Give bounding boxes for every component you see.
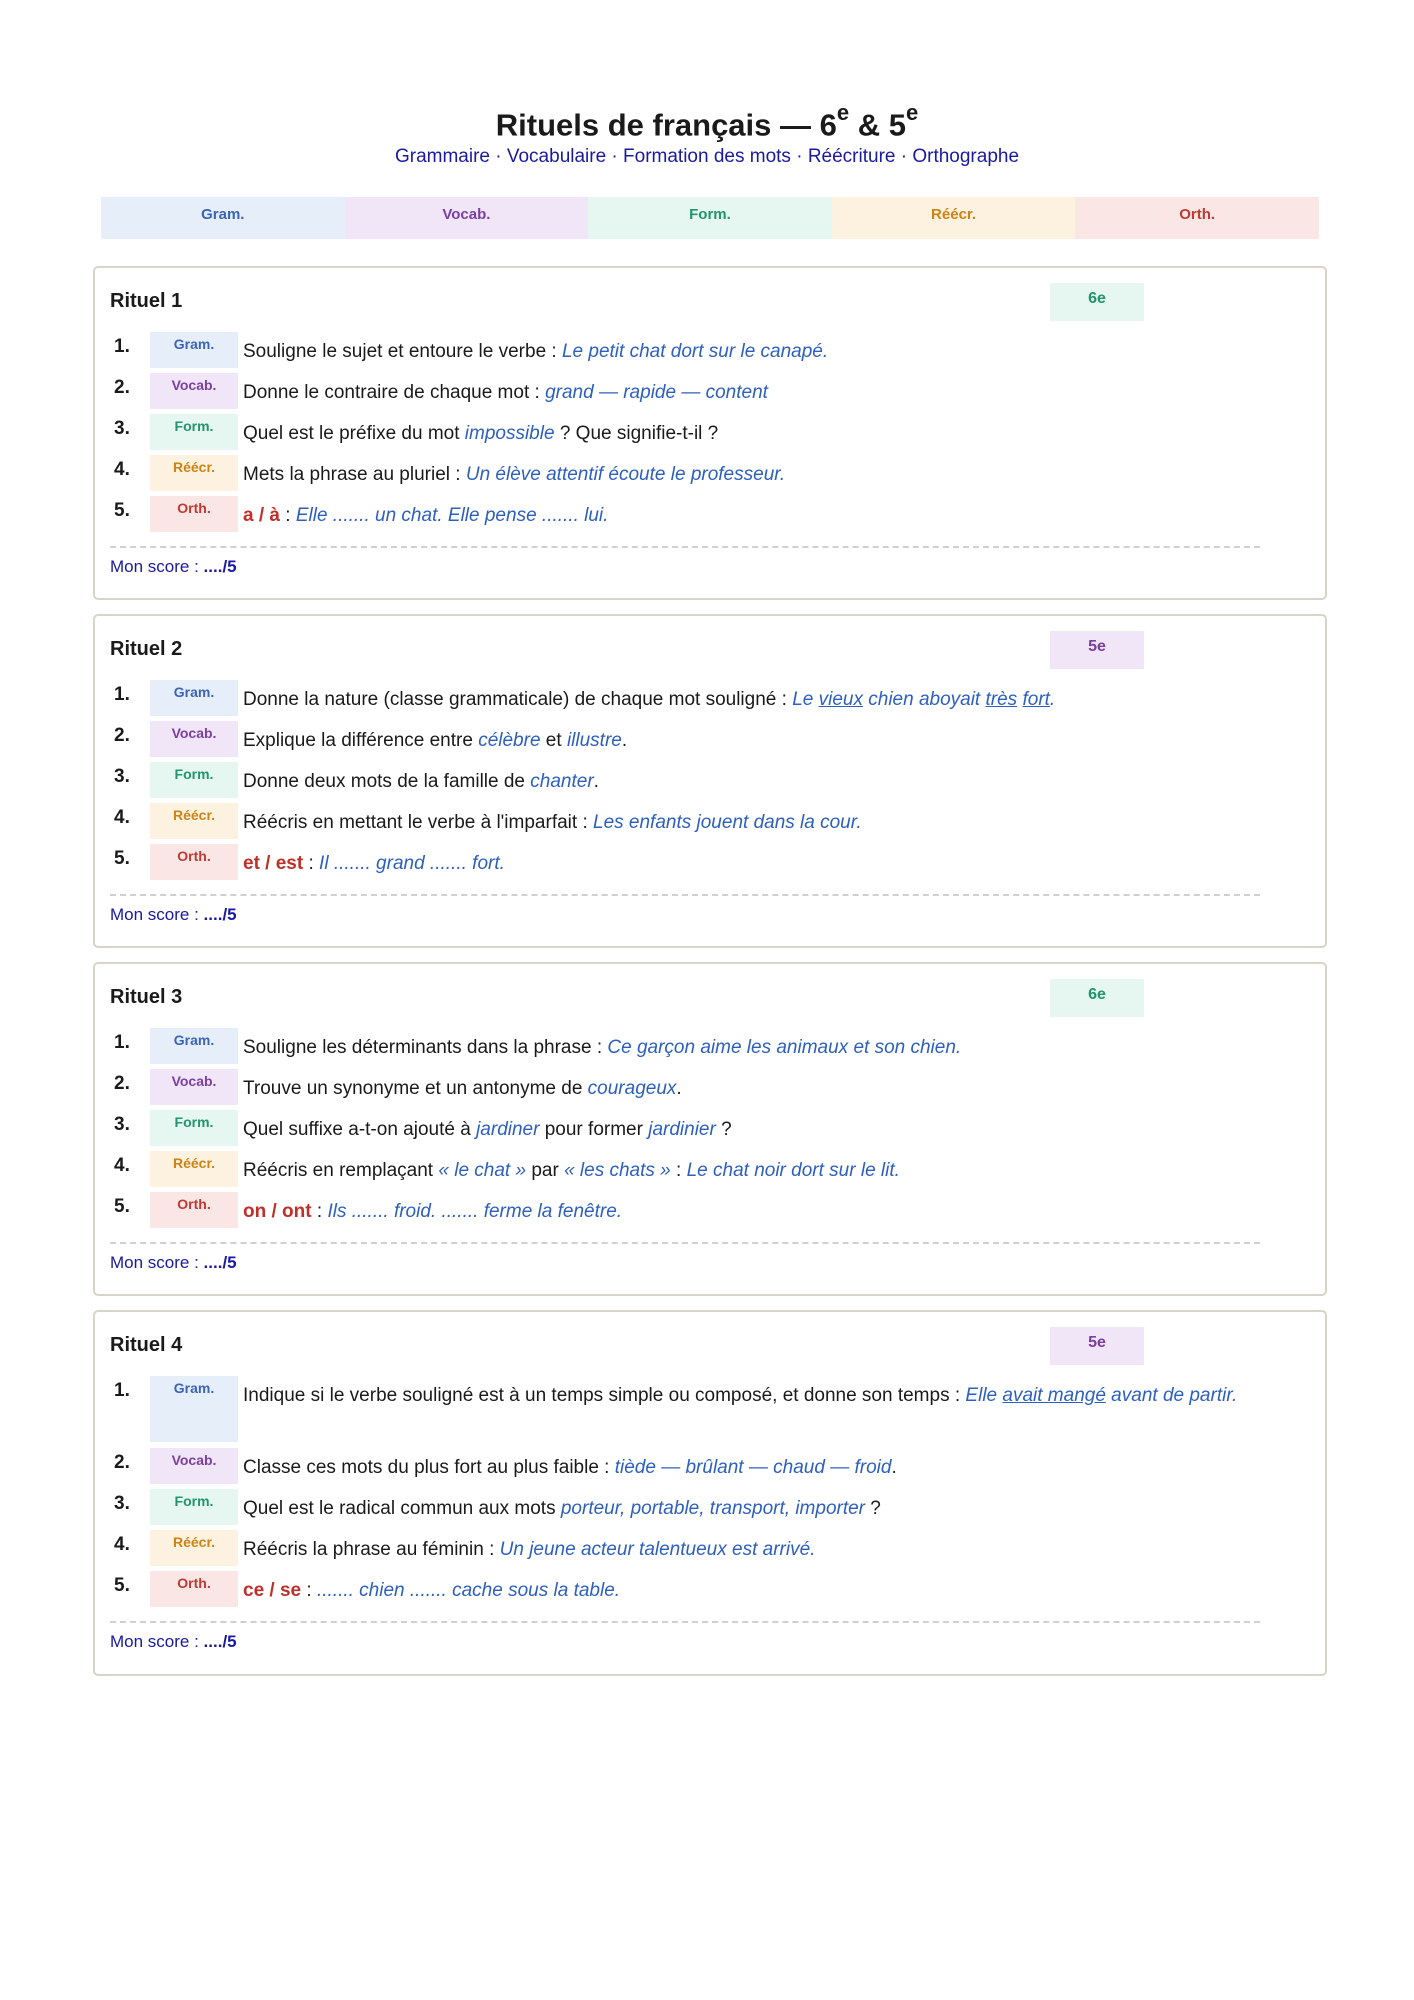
- category-tag: Réécr.: [150, 803, 238, 839]
- question-number: 4.: [114, 459, 130, 480]
- rituel-title: Rituel 4: [110, 1334, 183, 1356]
- question-number: 4.: [114, 807, 130, 828]
- category-legend: [101, 197, 1319, 239]
- question-number: 1.: [114, 1380, 130, 1401]
- category-tag: Réécr.: [150, 1530, 238, 1566]
- question-number: 1.: [114, 1032, 130, 1053]
- category-tag: Orth.: [150, 844, 238, 880]
- question-number: 1.: [114, 336, 130, 357]
- question-number: 3.: [114, 766, 130, 787]
- rituel-card-3: [93, 962, 1327, 1296]
- question-number: 3.: [114, 1493, 130, 1514]
- question-text: Réécris en mettant le verbe à l'imparfait : Les enfants jouent dans la cour.: [243, 812, 862, 833]
- category-tag: Form.: [150, 1110, 238, 1146]
- question-number: 3.: [114, 1114, 130, 1135]
- score-line: Mon score : ..../5: [110, 905, 237, 924]
- rituel-title: Rituel 1: [110, 290, 183, 312]
- question-text: Souligne le sujet et entoure le verbe : Le petit chat dort sur le canapé.: [243, 341, 829, 362]
- category-tag: Gram.: [150, 332, 238, 368]
- level-badge: 5e: [1050, 631, 1144, 669]
- category-tag: Orth.: [150, 1571, 238, 1607]
- question-number: 4.: [114, 1155, 130, 1176]
- question-text: Donne le contraire de chaque mot : grand — rapide — content: [243, 382, 768, 403]
- question-text: Mets la phrase au pluriel : Un élève attentif écoute le professeur.: [243, 464, 786, 485]
- level-badge: 6e: [1050, 979, 1144, 1017]
- question-number: 4.: [114, 1534, 130, 1555]
- category-tag: Orth.: [150, 1192, 238, 1228]
- question-text: Donne la nature (classe grammaticale) de chaque mot souligné : Le vieux chien aboyait très fort.: [243, 689, 1056, 710]
- legend-reecriture: Réécr.: [832, 197, 1076, 239]
- question-text: Indique si le verbe souligné est à un temps simple ou composé, et donne son temps : Elle avait mangé avant de partir.: [243, 1385, 1238, 1406]
- question-number: 2.: [114, 725, 130, 746]
- category-tag: Vocab.: [150, 1069, 238, 1105]
- score-line: Mon score : ..../5: [110, 557, 237, 576]
- question-text: ce / se : ....... chien ....... cache sous la table.: [243, 1580, 621, 1601]
- question-number: 2.: [114, 1073, 130, 1094]
- level-badge: 6e: [1050, 283, 1144, 321]
- rituel-card-1: [93, 266, 1327, 600]
- category-tag: Gram.: [150, 1028, 238, 1064]
- question-number: 5.: [114, 848, 130, 869]
- question-text: Explique la différence entre célèbre et illustre.: [243, 730, 628, 751]
- question-number: 5.: [114, 1196, 130, 1217]
- score-line: Mon score : ..../5: [110, 1632, 237, 1651]
- question-text: Réécris la phrase au féminin : Un jeune acteur talentueux est arrivé.: [243, 1539, 816, 1560]
- dashed-divider: [110, 1242, 1260, 1244]
- question-text: on / ont : Ils ....... froid. ....... ferme la fenêtre.: [243, 1201, 623, 1222]
- question-text: a / à : Elle ....... un chat. Elle pense ....... lui.: [243, 505, 609, 526]
- question-number: 5.: [114, 500, 130, 521]
- question-text: Donne deux mots de la famille de chanter.: [243, 771, 599, 792]
- category-tag: Form.: [150, 762, 238, 798]
- category-tag: Form.: [150, 414, 238, 450]
- question-text: Réécris en remplaçant « le chat » par « les chats » : Le chat noir dort sur le lit.: [243, 1160, 900, 1181]
- dashed-divider: [110, 894, 1260, 896]
- question-text: Trouve un synonyme et un antonyme de courageux.: [243, 1078, 682, 1099]
- legend-vocab: Vocab.: [345, 197, 589, 239]
- category-tag: Vocab.: [150, 373, 238, 409]
- dashed-divider: [110, 546, 1260, 548]
- score-line: Mon score : ..../5: [110, 1253, 237, 1272]
- legend-orth: Orth.: [1075, 197, 1319, 239]
- question-text: Quel suffixe a-t-on ajouté à jardiner pour former jardinier ?: [243, 1119, 732, 1140]
- rituel-card-2: [93, 614, 1327, 948]
- level-badge: 5e: [1050, 1327, 1144, 1365]
- question-number: 5.: [114, 1575, 130, 1596]
- category-tag: Gram.: [150, 680, 238, 716]
- category-tag: Réécr.: [150, 455, 238, 491]
- dashed-divider: [110, 1621, 1260, 1623]
- legend-form: Form.: [588, 197, 832, 239]
- question-number: 2.: [114, 377, 130, 398]
- question-text: Classe ces mots du plus fort au plus faible : tiède — brûlant — chaud — froid.: [243, 1457, 897, 1478]
- page-title: Rituels de français — 6e & 5e: [495, 100, 919, 143]
- legend-gram: Gram.: [101, 197, 345, 239]
- category-tag: Form.: [150, 1489, 238, 1525]
- category-tag: Vocab.: [150, 1448, 238, 1484]
- category-tag: Vocab.: [150, 721, 238, 757]
- question-text: Quel est le préfixe du mot impossible ? Que signifie-t-il ?: [243, 423, 719, 444]
- category-tag: Gram.: [150, 1376, 238, 1442]
- rituel-card-4: [93, 1310, 1327, 1676]
- category-tag: Orth.: [150, 496, 238, 532]
- category-tag: Réécr.: [150, 1151, 238, 1187]
- page-subtitle: Grammaire · Vocabulaire · Formation des mots · Réécriture · Orthographe: [394, 146, 1020, 167]
- question-text: et / est : Il ....... grand ....... fort.: [243, 853, 505, 874]
- question-text: Quel est le radical commun aux mots porteur, portable, transport, importer ?: [243, 1498, 881, 1519]
- question-number: 3.: [114, 418, 130, 439]
- question-number: 2.: [114, 1452, 130, 1473]
- rituel-title: Rituel 3: [110, 986, 183, 1008]
- question-number: 1.: [114, 684, 130, 705]
- question-text: Souligne les déterminants dans la phrase : Ce garçon aime les animaux et son chien.: [243, 1037, 962, 1058]
- rituel-title: Rituel 2: [110, 638, 183, 660]
